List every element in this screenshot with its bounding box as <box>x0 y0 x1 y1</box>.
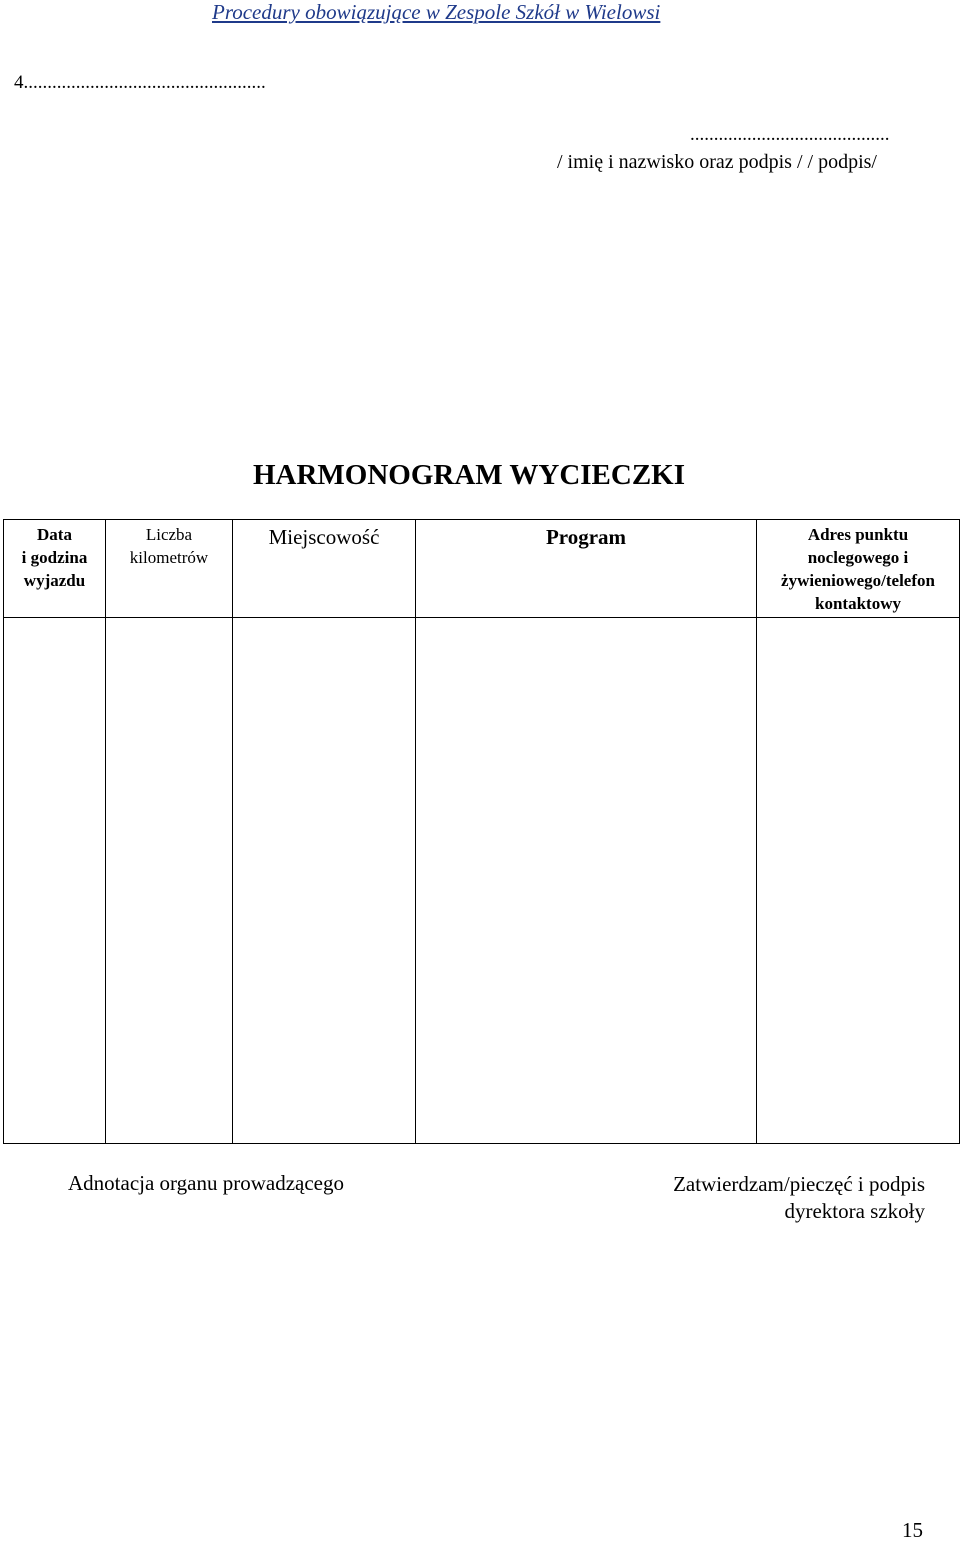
schedule-body-row <box>4 618 960 1144</box>
signature-caption: / imię i nazwisko oraz podpis / / podpis/ <box>557 151 877 173</box>
organ-annotation-label: Adnotacja organu prowadzącego <box>68 1171 344 1195</box>
column-header-program-label: Program <box>545 525 627 549</box>
director-approval-label <box>673 1171 925 1225</box>
column-header-program <box>416 520 757 618</box>
column-header-place-label: Miejscowość <box>268 525 380 549</box>
column-header-address-label: Adres punktu noclegowego i żywieniowego/telefon kontaktowy <box>781 525 935 613</box>
schedule-title: HARMONOGRAM WYCIECZKI <box>252 459 686 491</box>
document-header: Procedury obowiązujące w Zespole Szkół w Wielowsi <box>212 0 661 24</box>
schedule-header-row <box>4 520 960 618</box>
cell-program <box>416 618 757 1144</box>
column-header-kilometers <box>106 520 233 618</box>
director-approval-line2: dyrektora szkoły <box>784 1199 925 1223</box>
director-approval-line1: Zatwierdzam/pieczęć i podpis <box>673 1172 925 1196</box>
column-header-address <box>757 520 960 618</box>
column-header-kilometers-label: Liczba kilometrów <box>129 525 209 567</box>
cell-address <box>757 618 960 1144</box>
page-number: 15 <box>902 1518 923 1542</box>
cell-place <box>233 618 416 1144</box>
schedule-table <box>3 519 960 1144</box>
item-4-line: 4................................................... <box>14 72 266 93</box>
column-header-place <box>233 520 416 618</box>
cell-kilometers <box>106 618 233 1144</box>
column-header-date <box>4 520 106 618</box>
cell-date <box>4 618 106 1144</box>
signature-dots: .......................................... <box>690 124 890 145</box>
column-header-date-label: Data i godzina wyjazdu <box>21 525 88 590</box>
